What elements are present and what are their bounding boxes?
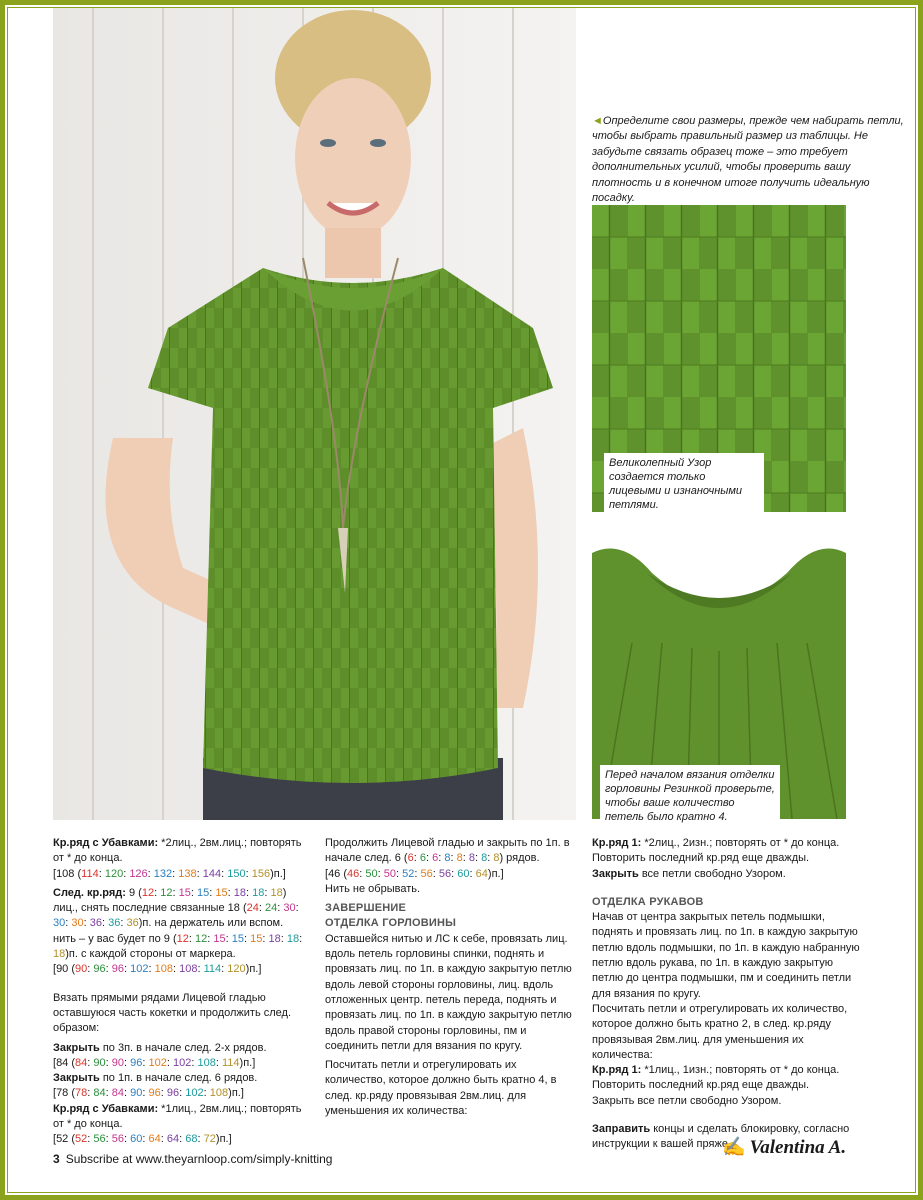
size-count: 30 (53, 917, 66, 930)
round-label: Кр.ряд 1: (592, 837, 642, 849)
round-text: *1лиц., 1изн.; повторять от * до конца. (641, 1064, 840, 1077)
size-count: 8 (468, 852, 475, 865)
size-count: 96 (166, 1087, 180, 1100)
size-count: 60 (457, 867, 470, 880)
size-count: 96 (148, 1087, 161, 1100)
continue-stockinette: Продолжить Лицевой гладью и закрыть по 1п. в начале след. 6 (6: 6: 6: 8: 8: 8: 8: 8) рядов. [46 (46: 50: 50: 52: 56: 56: 60: 64)п.] (325, 837, 570, 880)
size-count: 102 (173, 1056, 192, 1069)
size-count: 120 (104, 867, 124, 880)
size-count: 50 (383, 867, 397, 880)
round-text: п. на держатель или вспом. нить – у вас будет по (53, 917, 284, 945)
round-text: лиц., снять последние связанные (53, 902, 228, 915)
size-count: 90 (93, 1056, 106, 1069)
size-count: 15 (215, 886, 228, 899)
round-text: концы и сделать блокировку, согласно инструкции к вашей пряже. (592, 1123, 850, 1151)
unit: п.] (231, 1087, 244, 1100)
size-count: 30 (71, 917, 84, 930)
page-footer (53, 1152, 332, 1166)
size-count: 15 (178, 886, 191, 899)
sleeve-repeat: Повторить последний кр.ряд еще дважды. (592, 1079, 810, 1092)
signature-text: Valentina A. (749, 1137, 847, 1158)
size-count: 108 (197, 1056, 216, 1069)
straight-rows-text: Вязать прямыми рядами Лицевой гладью оставшуюся часть кокетки и продолжить след. образом: (53, 991, 292, 1035)
size-count: 102 (130, 963, 149, 976)
round-text: все петли свободно Узором. (638, 867, 786, 880)
triangle-marker-icon: ◄ (592, 115, 603, 127)
size-count: 64 (166, 1133, 180, 1146)
instructions-column-2 (325, 836, 575, 1123)
round-label: Кр.ряд с Убавками: (53, 837, 159, 849)
size-count: 90 (130, 1087, 143, 1100)
bind-off-3: Закрыть по 3п. в начале след. 2-х рядов. [84 (84: 90: 90: 96: 102: 102: 108: 114)п.] (53, 1041, 267, 1069)
round-text: по 3п. в начале след. 2-х рядов. (99, 1041, 267, 1054)
section-heading-sleeves: ОТДЕЛКА РУКАВОВ (592, 895, 704, 908)
bind-off-pattern (592, 867, 862, 882)
size-count: 60 (130, 1133, 143, 1146)
size-count: 56 (93, 1133, 106, 1146)
rib-round-1 (592, 836, 862, 851)
size-count: 108 (154, 963, 174, 976)
size-count: 64 (475, 867, 488, 880)
size-count: 6 (394, 852, 401, 865)
size-count: 8 (481, 852, 488, 865)
round-text: *2лиц., 2изн.; повторять от * до конца. (641, 837, 840, 849)
round-label: Заправить (592, 1123, 651, 1136)
size-count: 78 (56, 1087, 69, 1100)
round-text: *1лиц., 2вм.лиц.; повторять от * до конца. (53, 1102, 302, 1131)
neckband-adjust-text: Посчитать петли и отрегулировать их количество, которое должно быть кратно 4, в след. кр.ряду провязывая 2вм.лиц. для уменьшения их количества: (325, 1059, 557, 1118)
size-count: 90 (111, 1056, 125, 1069)
size-count: 84 (75, 1056, 88, 1069)
decrease-round-2: Кр.ряд с Убавками: *1лиц., 2вм.лиц.; повторять от * до конца. [52 (52: 56: 56: 60: 64: 64: 68: 72)п.] (53, 1102, 302, 1146)
size-count: 18 (252, 886, 265, 899)
bind-off-1: Закрыть по 1п. в начале след. 6 рядов. [78 (78: 84: 84: 90: 96: 96: 102: 108)п.] (53, 1072, 258, 1100)
size-count: 18 (227, 902, 240, 915)
size-count: 52 (402, 867, 415, 880)
size-count: 102 (185, 1087, 204, 1100)
size-count: 114 (203, 963, 222, 976)
subscribe-text: Subscribe at www.theyarnloop.com/simply-knitting (65, 1152, 333, 1166)
do-not-cut-yarn: Нить не обрывать. (325, 882, 421, 895)
size-count: 96 (111, 963, 125, 976)
neckband-pickup-text: Оставшейся нитью и ЛС к себе, провязать лиц. вдоль петель горловины спинки, поднять и провязать лиц. по 1п. в каждую закрытую петлю вдоль левой стороны горловины, лиц. вдоль отложенных центр. петель переда, поднять и провязать лиц. по 1п. в каждую закрытую петлю вдоль правой стороны горловины, пм и соединить петли для вязания по кругу. (325, 932, 572, 1052)
next-round: След. кр.ряд: 9 (12: 12: 15: 15: 15: 18: 18: 18) лиц., снять последние связанные 18 (24: 24: 30: 30: 30: 36: 36: 36)п. на держатель или вспом. нить – у вас будет по 9 (12: 12: 15: 15: 15: 18: 18: 18)п. с каждой стороны от маркера. [90 (90: 96: 96: 102: 108: 108: 114: 120)п.] (53, 886, 303, 976)
size-count: 12 (195, 932, 208, 945)
size-count: 36 (108, 917, 121, 930)
round-text: Продолжить Лицевой гладью и закрыть по 1п. в начале след. (325, 837, 570, 865)
round-text: *2лиц., 2вм.лиц.; повторять от * до конца. (53, 837, 302, 865)
size-count: 84 (93, 1087, 106, 1100)
size-count: 96 (93, 963, 106, 976)
size-count: 72 (203, 1133, 216, 1146)
size-count: 56 (438, 867, 452, 880)
size-count: 156 (251, 867, 271, 880)
size-count: 150 (227, 867, 246, 880)
size-count: 64 (148, 1133, 161, 1146)
pen-icon: ✍ (722, 1137, 746, 1158)
size-count: 84 (56, 1056, 69, 1069)
size-count: 56 (111, 1133, 125, 1146)
size-count: 126 (129, 867, 148, 880)
round-label: Кр.ряд 1: (592, 1064, 642, 1077)
size-count: 114 (81, 867, 99, 880)
size-count: 12 (141, 886, 155, 899)
size-count: 30 (283, 902, 296, 915)
size-count: 90 (75, 963, 88, 976)
size-count: 120 (227, 963, 246, 976)
size-count: 9 (163, 932, 170, 945)
size-count: 15 (213, 932, 226, 945)
decrease-round-1: Кр.ряд с Убавками: *2лиц., 2вм.лиц.; повторять от * до конца. [108 (114: 120: 126: 132: 138: 144: 150: 156)п.] (53, 837, 302, 880)
round-label: Закрыть (53, 1041, 100, 1054)
size-count: 36 (126, 917, 139, 930)
size-count: 8 (493, 852, 500, 865)
sleeve-bind-off: Закрыть все петли свободно Узором. (592, 1094, 782, 1107)
size-count: 6 (432, 852, 439, 865)
size-count: 18 (286, 932, 300, 945)
section-heading-finishing: ЗАВЕРШЕНИЕ (325, 902, 407, 915)
round-label: След. кр.ряд: (53, 886, 126, 899)
size-count: 108 (179, 963, 198, 976)
size-count: 78 (75, 1087, 88, 1100)
size-count: 18 (268, 932, 281, 945)
size-count: 18 (270, 886, 283, 899)
size-count: 46 (328, 867, 341, 880)
unit: п.] (491, 867, 504, 880)
section-heading-neckband: ОТДЕЛКА ГОРЛОВИНЫ (325, 917, 457, 930)
intro-note (592, 114, 904, 206)
size-count: 68 (185, 1133, 198, 1146)
signature (722, 1135, 846, 1159)
sleeve-adjust-text: Посчитать петли и отрегулировать их количество, которое должно быть кратно 2, в след. кр.ряду провязывая 2вм.лиц. для уменьшения их количества: (592, 1002, 848, 1061)
size-count: 8 (456, 852, 463, 865)
size-count: 144 (202, 867, 222, 880)
size-count: 90 (56, 963, 69, 976)
size-count: 50 (365, 867, 378, 880)
size-count: 24 (246, 902, 259, 915)
round-label: Закрыть (592, 867, 639, 880)
round-text: по 1п. в начале след. 6 рядов. (99, 1072, 258, 1085)
model-photo (53, 8, 576, 820)
size-count: 56 (420, 867, 433, 880)
size-count: 102 (148, 1056, 167, 1069)
size-count: 15 (250, 932, 263, 945)
size-count: 6 (419, 852, 426, 865)
instructions-column-3 (592, 836, 862, 1157)
sleeve-round-1 (592, 1063, 862, 1078)
round-label: Кр.ряд с Убавками: (53, 1102, 159, 1115)
sleeve-pickup-text: Начав от центра закрытых петель подмышки, поднять и провязать лиц. по 1п. в каждую закрытую петлю вдоль подмышки, по 1п. в каждую набранную петлю вдоль рукава, по 1п. в каждую закрытую петлю до центра подмышки, пм и соединить петли для вязания по кругу. (592, 911, 860, 1000)
size-count: 9 (128, 886, 136, 899)
size-count: 108 (209, 1087, 229, 1100)
size-count: 52 (56, 1133, 69, 1146)
round-label: Закрыть (53, 1072, 100, 1085)
unit: п.] (273, 867, 286, 880)
page-number: 3 (53, 1152, 60, 1166)
size-count: 52 (75, 1133, 88, 1146)
size-count: 18 (233, 886, 246, 899)
unit: п.] (219, 1133, 232, 1146)
size-count: 96 (130, 1056, 143, 1069)
intro-note-text: Определите свои размеры, прежде чем набирать петли, чтобы выбрать правильный размер из таблицы. Не забудьте связать образец тоже – это требует дополнительных усилий, чтобы проверить вашу плотность и в конечном итоге получить идеальную посадку. (592, 115, 904, 205)
size-count: 15 (196, 886, 210, 899)
size-count: 15 (231, 932, 244, 945)
size-count: 18 (53, 948, 66, 961)
unit: п.] (243, 1056, 256, 1069)
size-count: 12 (176, 932, 189, 945)
swatch-caption: Великолепный Узор создается только лицевыми и изнаночными петлями. (604, 453, 764, 515)
instructions-column-1 (53, 836, 308, 1152)
round-text: рядов. (503, 852, 540, 865)
size-count: 46 (347, 867, 360, 880)
size-count: 8 (444, 852, 451, 865)
round-text: п. с каждой стороны от маркера. (68, 948, 236, 961)
size-count: 24 (265, 902, 278, 915)
size-count: 108 (56, 867, 75, 880)
unit: п.] (249, 963, 262, 976)
size-count: 36 (89, 917, 102, 930)
size-count: 6 (407, 852, 414, 865)
neckline-caption: Перед началом вязания отделки горловины Резинкой проверьте, чтобы ваше количество петель было кратно 4. (600, 765, 780, 827)
size-count: 114 (222, 1056, 240, 1069)
size-count: 84 (111, 1087, 125, 1100)
size-count: 12 (160, 886, 173, 899)
repeat-round: Повторить последний кр.ряд еще дважды. (592, 852, 810, 865)
size-count: 132 (153, 867, 173, 880)
size-count: 138 (178, 867, 197, 880)
